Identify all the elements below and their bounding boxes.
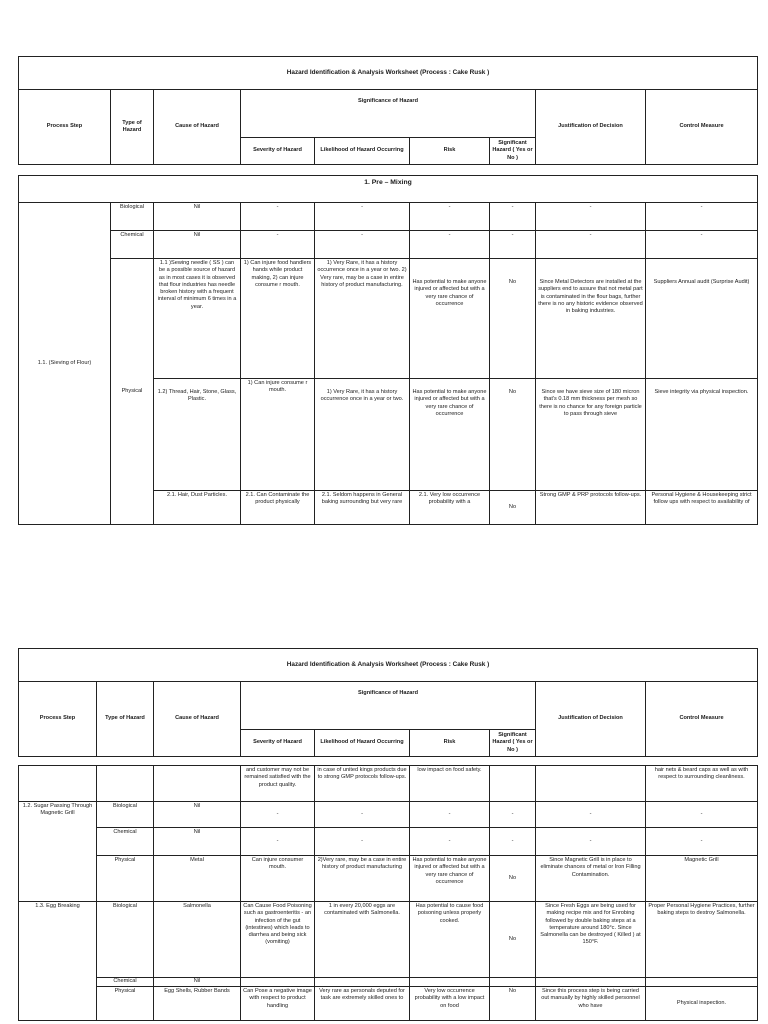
hazard-cause: Nil: [154, 828, 241, 856]
hazard-cause: Nil: [154, 802, 241, 828]
worksheet-body-table: [18, 765, 758, 1021]
header-justification: Justification of Decision: [536, 682, 646, 757]
likelihood-cell: Very rare as personals deputed for task are extremely skilled ones to: [315, 987, 410, 1021]
worksheet-header-table: [18, 648, 758, 757]
hazard-cause: Egg Shells, Rubber Bands: [154, 987, 241, 1021]
significant-cell: No: [490, 379, 536, 491]
risk-cell: Has potential to make anyone injured or affected but with a very rare chance of occurrence: [410, 379, 490, 491]
significant-cell: No: [490, 987, 536, 1021]
process-step-continued: [19, 766, 97, 802]
justification-cell: Since Metal Detectors are installed at the suppliers end to assure that not metal part is contaminated in the flour bags, further there is no any historic evidence observed in baking industries.: [536, 259, 646, 379]
risk-cell: 2.1. Very low occurrence probability with a: [410, 491, 490, 525]
justification-cell: [536, 766, 646, 802]
risk-cell: Very low occurrence probability with a low impact on food: [410, 987, 490, 1021]
significant-cell: No: [490, 902, 536, 978]
control-cell: Sieve integrity via physical inspection.: [646, 379, 758, 491]
hazard-type: Physical: [111, 259, 154, 525]
severity-cell: -: [241, 828, 315, 856]
header-risk: Risk: [410, 730, 490, 757]
worksheet-page-1: [18, 56, 757, 525]
control-cell: Proper Personal Hygiene Practices, further baking steps to destroy Salmonella.: [646, 902, 758, 978]
control-cell: -: [646, 203, 758, 231]
risk-cell: Has potential to cause food poisoning unless properly cooked.: [410, 902, 490, 978]
severity-cell: -: [241, 203, 315, 231]
severity-cell: and customer may not be remained satisfied with the product quality.: [241, 766, 315, 802]
severity-cell: 1) Can injure food handlers hands while product making, 2) can injure consume r mouth.: [241, 259, 315, 379]
significant-cell: No: [490, 259, 536, 379]
likelihood-cell: 1) Very Rare, it has a history occurrence once in a year or two.: [315, 379, 410, 491]
control-cell: hair nets & beard caps as well as with respect to surrounding cleanliness.: [646, 766, 758, 802]
likelihood-cell: in case of united kings products due to strong GMP protocols follow-ups.: [315, 766, 410, 802]
significant-cell: No: [490, 491, 536, 525]
significant-cell: -: [490, 231, 536, 259]
header-type-of-hazard: Type of Hazard: [111, 90, 154, 165]
hazard-cause: Salmonella: [154, 902, 241, 978]
worksheet-header-table: [18, 56, 758, 165]
control-cell: -: [646, 828, 758, 856]
worksheet-title: Hazard Identification & Analysis Worksheet (Process : Cake Rusk ): [19, 57, 758, 90]
significant-cell: -: [490, 802, 536, 828]
risk-cell: -: [410, 231, 490, 259]
justification-cell: Strong GMP & PRP protocols follow-ups.: [536, 491, 646, 525]
hazard-type: Chemical: [111, 231, 154, 259]
header-control-measure: Control Measure: [646, 90, 758, 165]
control-cell: [646, 978, 758, 987]
likelihood-cell: [315, 978, 410, 987]
process-step-sieving: 1.1. (Sieving of Flour): [19, 203, 111, 525]
likelihood-cell: -: [315, 203, 410, 231]
hazard-cause: 2.1. Hair, Dust Particles.: [154, 491, 241, 525]
header-likelihood: Likelihood of Hazard Occurring: [315, 138, 410, 165]
hazard-type: Physical: [97, 987, 154, 1021]
header-cause-of-hazard: Cause of Hazard: [154, 90, 241, 165]
control-cell: Suppliers Annual audit (Surprise Audit): [646, 259, 758, 379]
worksheet-page-2: [18, 648, 757, 1021]
section-pre-mixing: 1. Pre – Mixing: [19, 176, 758, 203]
control-cell: -: [646, 802, 758, 828]
hazard-type: Biological: [111, 203, 154, 231]
process-step-egg: 1.3. Egg Breaking: [19, 902, 97, 1021]
justification-cell: -: [536, 231, 646, 259]
hazard-type: Chemical: [97, 978, 154, 987]
significant-cell: No: [490, 856, 536, 902]
severity-cell: Can injure consumer mouth.: [241, 856, 315, 902]
risk-cell: Has potential to make anyone injured or affected but with a very rare chance of occurrence: [410, 259, 490, 379]
hazard-cause: [154, 766, 241, 802]
likelihood-cell: -: [315, 231, 410, 259]
worksheet-body-table: [18, 175, 758, 525]
control-cell: Personal Hygiene & Housekeeping strict follow ups with respect to availability of: [646, 491, 758, 525]
risk-cell: -: [410, 802, 490, 828]
severity-cell: [241, 978, 315, 987]
justification-cell: [536, 978, 646, 987]
justification-cell: Since this process step is being carried out manually by highly skilled personnel who have: [536, 987, 646, 1021]
significant-cell: [490, 978, 536, 987]
header-significant: Significant Hazard ( Yes or No ): [490, 730, 536, 757]
hazard-type: Biological: [97, 902, 154, 978]
justification-cell: Since Fresh Eggs are being used for making recipe mix and for Enrobing followed by double baking steps at a temperature around 180°c. Since Salmonella can be destroyed ( Killed ) at 150°F.: [536, 902, 646, 978]
hazard-cause: Nil: [154, 978, 241, 987]
control-cell: Magnetic Grill: [646, 856, 758, 902]
likelihood-cell: 1) Very Rare, it has a history occurrence once in a year or two. 2) Very rare, may be a case in entire history of product manufacturing.: [315, 259, 410, 379]
likelihood-cell: -: [315, 802, 410, 828]
significant-cell: -: [490, 203, 536, 231]
header-likelihood: Likelihood of Hazard Occurring: [315, 730, 410, 757]
hazard-cause: 1.2) Thread, Hair, Stone, Glass, Plastic.: [154, 379, 241, 491]
control-cell: Physical inspection.: [646, 987, 758, 1021]
hazard-type: Physical: [97, 856, 154, 902]
header-significant: Significant Hazard ( Yes or No ): [490, 138, 536, 165]
header-risk: Risk: [410, 138, 490, 165]
hazard-cause: 1.1 )Sewing needle ( SS ) can be a possible source of hazard as in most cases it is observed that flour industries has needle broken history with a frequent interval of minimum 6 times in a year.: [154, 259, 241, 379]
likelihood-cell: 1 in every 20,000 eggs are contaminated with Salmonella.: [315, 902, 410, 978]
justification-cell: -: [536, 203, 646, 231]
severity-cell: 2.1. Can Contaminate the product physically: [241, 491, 315, 525]
hazard-cause: Nil: [154, 231, 241, 259]
header-significance-of-hazard: Significance of Hazard: [241, 90, 536, 138]
severity-cell: -: [241, 802, 315, 828]
header-severity: Severity of Hazard: [241, 730, 315, 757]
significant-cell: [490, 766, 536, 802]
hazard-type: Biological: [97, 802, 154, 828]
risk-cell: -: [410, 828, 490, 856]
header-control-measure: Control Measure: [646, 682, 758, 757]
header-justification: Justification of Decision: [536, 90, 646, 165]
header-severity: Severity of Hazard: [241, 138, 315, 165]
justification-cell: -: [536, 828, 646, 856]
hazard-cause: Nil: [154, 203, 241, 231]
worksheet-title: Hazard Identification & Analysis Worksheet (Process : Cake Rusk ): [19, 649, 758, 682]
severity-cell: Can Pose a negative image with respect to product handling: [241, 987, 315, 1021]
risk-cell: [410, 978, 490, 987]
header-process-step: Process Step: [19, 90, 111, 165]
header-significance-of-hazard: Significance of Hazard: [241, 682, 536, 730]
header-cause-of-hazard: Cause of Hazard: [154, 682, 241, 757]
control-cell: -: [646, 231, 758, 259]
justification-cell: -: [536, 802, 646, 828]
hazard-cause: Metal: [154, 856, 241, 902]
risk-cell: Has potential to make anyone injured or affected but with a very rare chance of occurrence: [410, 856, 490, 902]
justification-cell: Since Magnetic Grill is in place to eliminate chances of metal or Iron Filling Contamination.: [536, 856, 646, 902]
risk-cell: -: [410, 203, 490, 231]
severity-cell: 1) Can injure consume r mouth.: [241, 379, 315, 491]
likelihood-cell: 2.1. Seldom happens in General baking surrounding but very rare: [315, 491, 410, 525]
hazard-type: Chemical: [97, 828, 154, 856]
likelihood-cell: 2)Very rare, may be a case in entire history of product manufacturing: [315, 856, 410, 902]
risk-cell: low impact on food safety.: [410, 766, 490, 802]
severity-cell: Can Cause Food Poisoning such as gastroenteritis - an infection of the gut (intestines) which leads to diarrhea and being sick (vomiting): [241, 902, 315, 978]
likelihood-cell: -: [315, 828, 410, 856]
significant-cell: -: [490, 828, 536, 856]
header-process-step: Process Step: [19, 682, 97, 757]
justification-cell: Since we have sieve size of 180 micron that's 0.18 mm thickness per mesh so there is no chance for any foreign particle to pass through sieve: [536, 379, 646, 491]
hazard-type: [97, 766, 154, 802]
process-step-sugar: 1.2. Sugar Passing Through Magnetic Grill: [19, 802, 97, 902]
header-type-of-hazard: Type of Hazard: [97, 682, 154, 757]
severity-cell: -: [241, 231, 315, 259]
